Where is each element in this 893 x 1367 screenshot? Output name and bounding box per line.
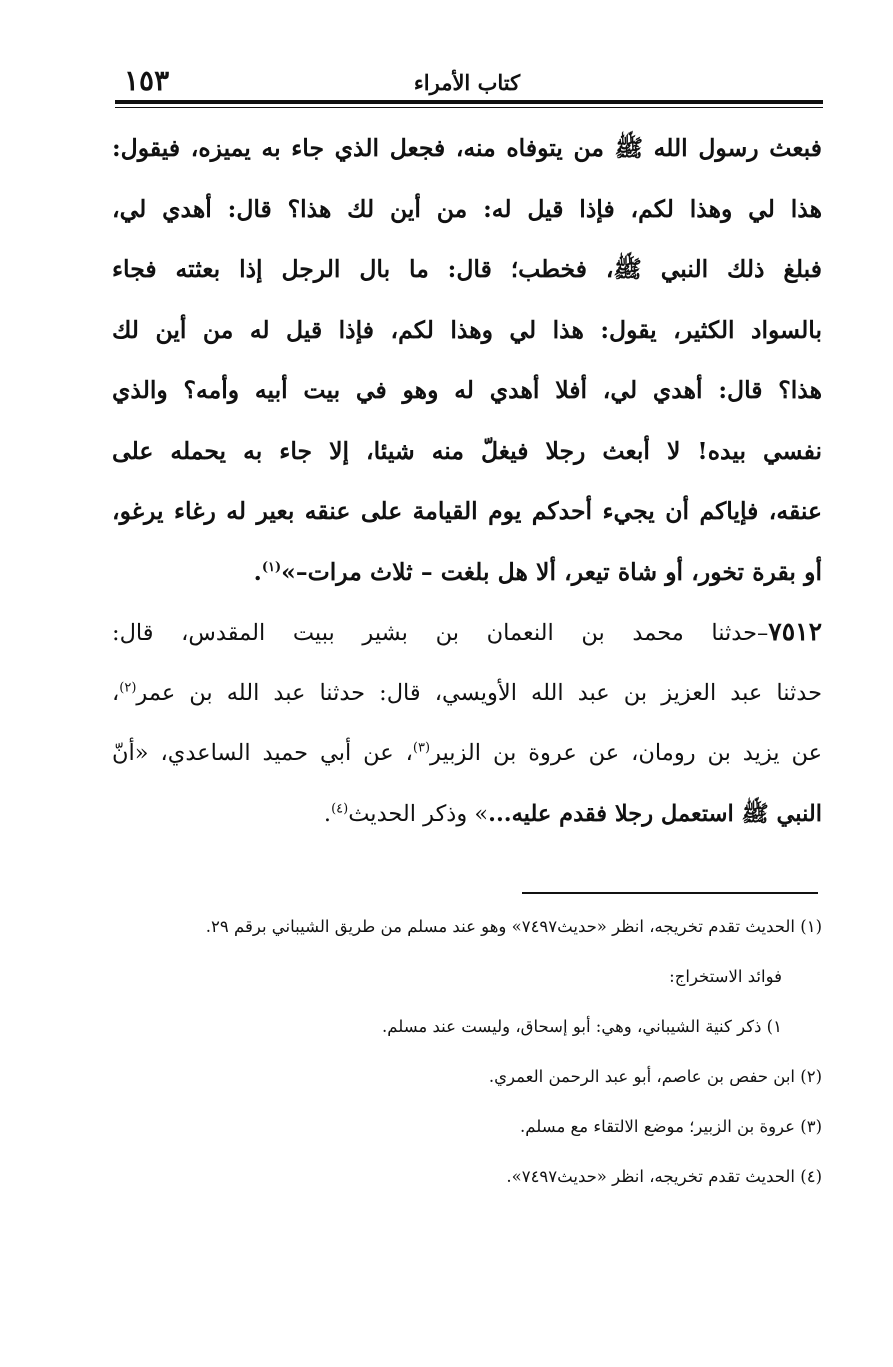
hadith-line: هذا؟ قال: أهدي لي، أفلا أهدي له وهو في بيت أبيه وأمه؟ والذي xyxy=(112,376,822,404)
footnote-benefit-1: ١) ذكر كنية الشيباني، وهي: أبو إسحاق، وليست عند مسلم. xyxy=(382,1017,782,1036)
footnote-ref: (٤) xyxy=(331,801,349,816)
entry-line-2-text: حدثنا عبد العزيز بن عبد الله الأويسي، قال: حدثنا عبد الله بن عمر xyxy=(136,679,822,706)
footnote-2: (٢) ابن حفص بن عاصم، أبو عبد الرحمن العمري. xyxy=(488,1067,822,1086)
entry-line-1 xyxy=(112,602,822,663)
entry-line-4-plain: » وذكر الحديث xyxy=(348,800,489,827)
entry-line-4: النبي ﷺ استعمل رجلا فقدم عليه...» وذكر الحديث$^{(٤)}$. xyxy=(323,800,822,827)
hadith-line: فبلغ ذلك النبي ﷺ، فخطب؛ قال: ما بال الرجل إذا بعثته فجاء xyxy=(112,255,822,283)
entry-line-3b: ، عن أبي حميد الساعدي، «أنّ xyxy=(112,740,413,766)
header-rule-thin xyxy=(115,107,823,108)
entry-line-2: حدثنا عبد العزيز بن عبد الله الأويسي، قال: حدثنا عبد الله بن عمر$^{(٢)}$، xyxy=(112,679,822,706)
entry-line-1-text: –حدثنا محمد بن النعمان بن بشير ببيت المقدس، قال: xyxy=(112,620,769,646)
hadith-line: بالسواد الكثير، يقول: هذا لي وهذا لكم، فإذا قيل له من أين لك xyxy=(112,315,822,344)
entry-number: ٧٥١٢ xyxy=(768,617,822,646)
hadith-line: نفسي بيده! لا أبعث رجلا فيغلّ منه شيئا، إلا جاء به يحمله على xyxy=(112,436,822,465)
hadith-last-text: أو بقرة تخور، أو شاة تيعر، ألا هل بلغت – ثلاث مرات–» xyxy=(281,557,822,586)
footnote-separator xyxy=(522,892,818,894)
hadith-line: عنقه، فإياكم أن يجيء أحدكم يوم القيامة على عنقه بعير له رغاء يرغو، xyxy=(112,497,822,525)
footnotes xyxy=(112,905,822,1205)
footnote-subheading: فوائد الاستخراج: xyxy=(669,967,782,986)
hadith-last-line: أو بقرة تخور، أو شاة تيعر، ألا هل بلغت – ثلاث مرات–»$^{(١)}$. xyxy=(253,557,822,586)
main-text xyxy=(112,118,822,844)
footnote-ref: (٣) xyxy=(412,740,431,756)
hadith-line: فبعث رسول الله ﷺ من يتوفاه منه، فجعل الذي جاء به يميزه، فيقول: xyxy=(112,134,822,162)
footnote-1: (١) الحديث تقدم تخريجه، انظر «حديث٧٤٩٧» وهو عند مسلم من طريق الشيباني برقم ٢٩. xyxy=(205,917,822,936)
header-rule-thick xyxy=(115,100,823,104)
page-header xyxy=(112,62,822,98)
footnote-ref: (١) xyxy=(261,559,282,575)
footnote-ref: (٢) xyxy=(119,680,137,695)
entry-line-3a: عن يزيد بن رومان، عن عروة بن الزبير xyxy=(430,740,823,766)
running-title: كتاب الأمراء xyxy=(413,70,521,95)
footnote-3: (٣) عروة بن الزبير؛ موضع الالتقاء مع مسلم. xyxy=(520,1117,822,1136)
page-number: ١٥٣ xyxy=(124,64,170,97)
entry-line-4-bold: النبي ﷺ استعمل رجلا فقدم عليه... xyxy=(488,800,822,827)
footnote-4: (٤) الحديث تقدم تخريجه، انظر «حديث٧٤٩٧». xyxy=(506,1167,822,1186)
entry-line-3 xyxy=(112,723,822,784)
hadith-line: هذا لي وهذا لكم، فإذا قيل له: من أين لك هذا؟ قال: أهدي لي، xyxy=(112,194,822,223)
